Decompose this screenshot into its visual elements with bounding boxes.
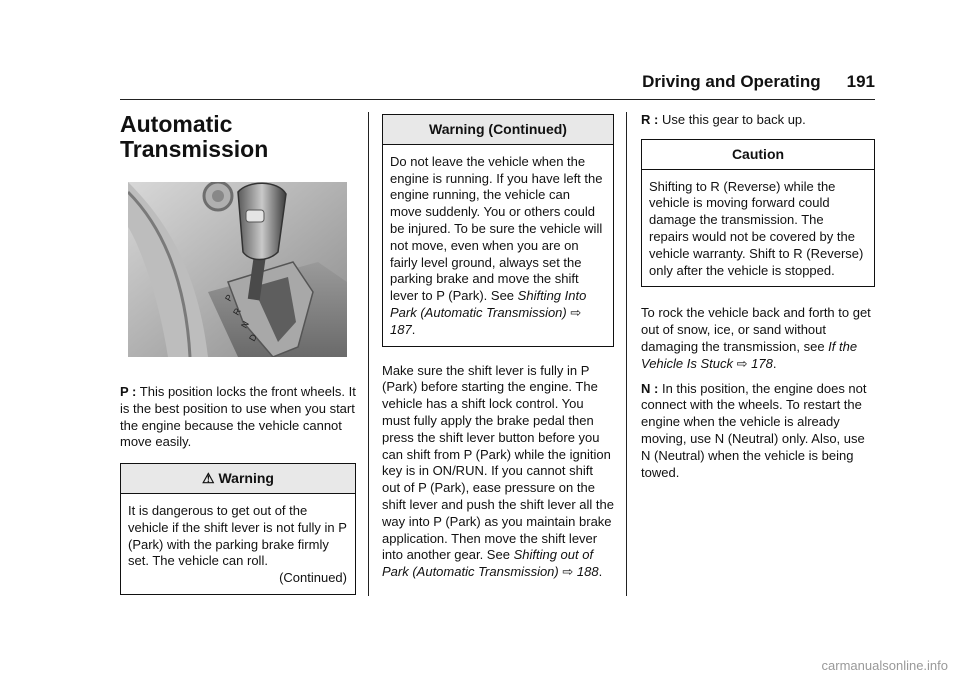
watermark: carmanualsonline.info (821, 658, 948, 673)
gear-p-description: P : This position locks the front wheels. It is the best position to use when you start the engine because the vehicle cannot move easily. (120, 384, 356, 450)
page-ref-icon: ⇨ (562, 564, 574, 580)
gear-p-label: P : (120, 384, 137, 399)
page-number: 191 (846, 72, 875, 91)
rock-vehicle-paragraph: To rock the vehicle back and forth to get out of snow, ice, or sand without damaging the transmission, see If the Vehicle Is Stuck ⇨ 178. (641, 305, 871, 371)
warning-continued-box (382, 114, 614, 347)
xref-shifting-out-of-park[interactable]: Shifting out of Park (Automatic Transmission) (382, 547, 594, 580)
warning-icon: ⚠ (202, 470, 215, 487)
xref-shifting-into-park[interactable]: Shifting Into Park (Automatic Transmission) (390, 288, 587, 320)
page-ref-icon: ⇨ (736, 355, 748, 371)
section-title: Driving and Operating (642, 72, 821, 91)
warning-continued-body: Do not leave the vehicle when the engine is running. If you have left the engine running, the vehicle can move suddenly. You or others could be injured. To be sure the vehicle will not move, even when you are on fairly level ground, always set the parking brake and move the shift lever to P (Park). See Shifting Into Park (Automatic Transmission) ⇨ 187. (390, 153, 603, 337)
xref-page-178[interactable]: 178 (751, 355, 773, 371)
page-header (120, 72, 875, 94)
gear-mark-r: R (231, 306, 243, 317)
warning-continued: (Continued) (279, 570, 347, 586)
column-divider-1 (368, 112, 369, 596)
gear-n-description: N : In this position, the engine does not connect with the wheels. To restart the engine when the vehicle is already moving, use N (Neutral) only. Also, use N (Neutral) when the vehicle is being towed. (641, 380, 867, 480)
column-1 (120, 112, 356, 162)
shift-lock-paragraph: Make sure the shift lever is fully in P (Park) before starting the engine. The vehicle has a shift lock control. You must fully apply the brake pedal then press the shift lever button before you can shift from P (Park) while the ignition key is in ON/RUN. If you cannot shift out of P (Park), ease pressure on the shift lever and push the shift lever all the way into P (Park) as you maintain brake application. Then move the shift lever into another gear. See Shifting out of Park (Automatic Transmission) ⇨ 188. (382, 362, 614, 580)
gear-n-label: N : (641, 380, 659, 396)
warning-continued-header: Warning (Continued) (383, 115, 613, 145)
xref-page-187[interactable]: 187 (390, 321, 412, 337)
section-heading: Automatic Transmission (120, 111, 269, 162)
warning-box-header (121, 464, 355, 494)
warning-title: Warning (218, 470, 274, 487)
warning-text: It is dangerous to get out of the vehicle if the shift lever is not fully in P (Park) with the parking brake firmly set. The vehicle can roll. (128, 502, 347, 569)
gear-mark-d: D (247, 332, 259, 343)
caution-box (641, 139, 875, 288)
caution-text: Shifting to R (Reverse) while the vehicle is moving forward could damage the transmission. The repairs would not be covered by the vehicle warranty. Shift to R (Reverse) only after the vehicle is stopped. (649, 178, 864, 278)
warning-box (120, 463, 356, 595)
gear-r-description: R : Use this gear to back up. (641, 112, 806, 127)
xref-vehicle-stuck[interactable]: If the Vehicle Is Stuck (641, 338, 858, 371)
column-3 (641, 112, 875, 481)
shift-lever-illustration (128, 182, 347, 357)
gear-mark-n: N (239, 319, 251, 330)
warning-box-body (121, 494, 355, 594)
column-1-lower (120, 384, 356, 595)
column-2 (382, 114, 614, 581)
page-ref-icon: ⇨ (570, 304, 582, 320)
gear-mark-p: P (223, 292, 235, 303)
shift-lock-button-icon (246, 210, 264, 222)
caution-title: Caution (642, 140, 874, 170)
gear-r-label: R : (641, 112, 659, 127)
column-divider-2 (626, 112, 627, 596)
xref-page-188[interactable]: 188 (576, 564, 599, 580)
header-rule (120, 99, 875, 100)
